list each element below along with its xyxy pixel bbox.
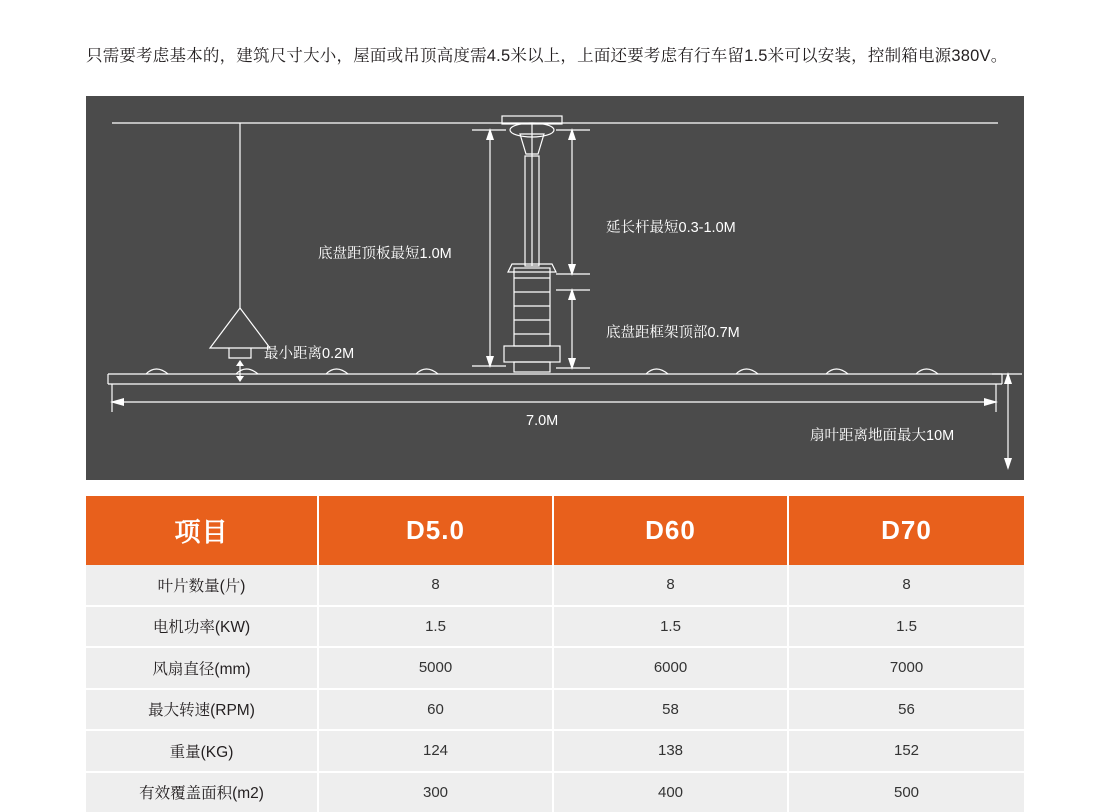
table-row [86,772,1024,812]
table-cell: 1.5 [318,606,553,648]
table-cell: 138 [553,730,788,772]
lamp-bulb [229,348,251,358]
table-cell: 8 [553,565,788,606]
table-cell: 8 [788,565,1024,606]
table-row-label: 电机功率(KW) [86,606,318,648]
table-cell: 124 [318,730,553,772]
table-row-label: 叶片数量(片) [86,565,318,606]
table-header-cell: D60 [553,496,788,565]
table-cell: 56 [788,689,1024,731]
table-cell: 6000 [553,647,788,689]
table-cell: 152 [788,730,1024,772]
table-cell: 300 [318,772,553,812]
table-row [86,730,1024,772]
table-header-row [86,496,1024,565]
spec-table [86,496,1024,812]
table-cell: 8 [318,565,553,606]
label-min-distance: 最小距离0.2M [264,342,354,363]
label-blade-to-floor: 扇叶距离地面最大10M [810,424,954,445]
table-row [86,606,1024,648]
table-row-label: 重量(KG) [86,730,318,772]
table-cell: 58 [553,689,788,731]
table-cell: 60 [318,689,553,731]
table-cell: 1.5 [553,606,788,648]
table-row [86,565,1024,606]
table-row [86,689,1024,731]
table-row-label: 风扇直径(mm) [86,647,318,689]
intro-paragraph: 只需要考虑基本的，建筑尺寸大小，屋面或吊顶高度需4.5米以上，上面还要考虑有行车留1.5米可以安装，控制箱电源380V。 [86,41,1026,72]
table-row-label: 最大转速(RPM) [86,689,318,731]
table-cell: 7000 [788,647,1024,689]
table-header-cell: D70 [788,496,1024,565]
label-chassis-to-frame: 底盘距框架顶部0.7M [606,321,740,342]
table-header-cell: D5.0 [318,496,553,565]
table-cell: 1.5 [788,606,1024,648]
table-cell: 500 [788,772,1024,812]
fan-hub [504,346,560,362]
label-extension-rod: 延长杆最短0.3-1.0M [606,216,736,237]
table-header-cell: 项目 [86,496,318,565]
table-cell: 5000 [318,647,553,689]
label-chassis-to-ceiling: 底盘距顶板最短1.0M [318,242,452,263]
table-row [86,647,1024,689]
table-cell: 400 [553,772,788,812]
installation-diagram [86,96,1024,480]
table-row-label: 有效覆盖面积(m2) [86,772,318,812]
lamp-shade [210,308,270,348]
label-span: 7.0M [526,413,558,429]
